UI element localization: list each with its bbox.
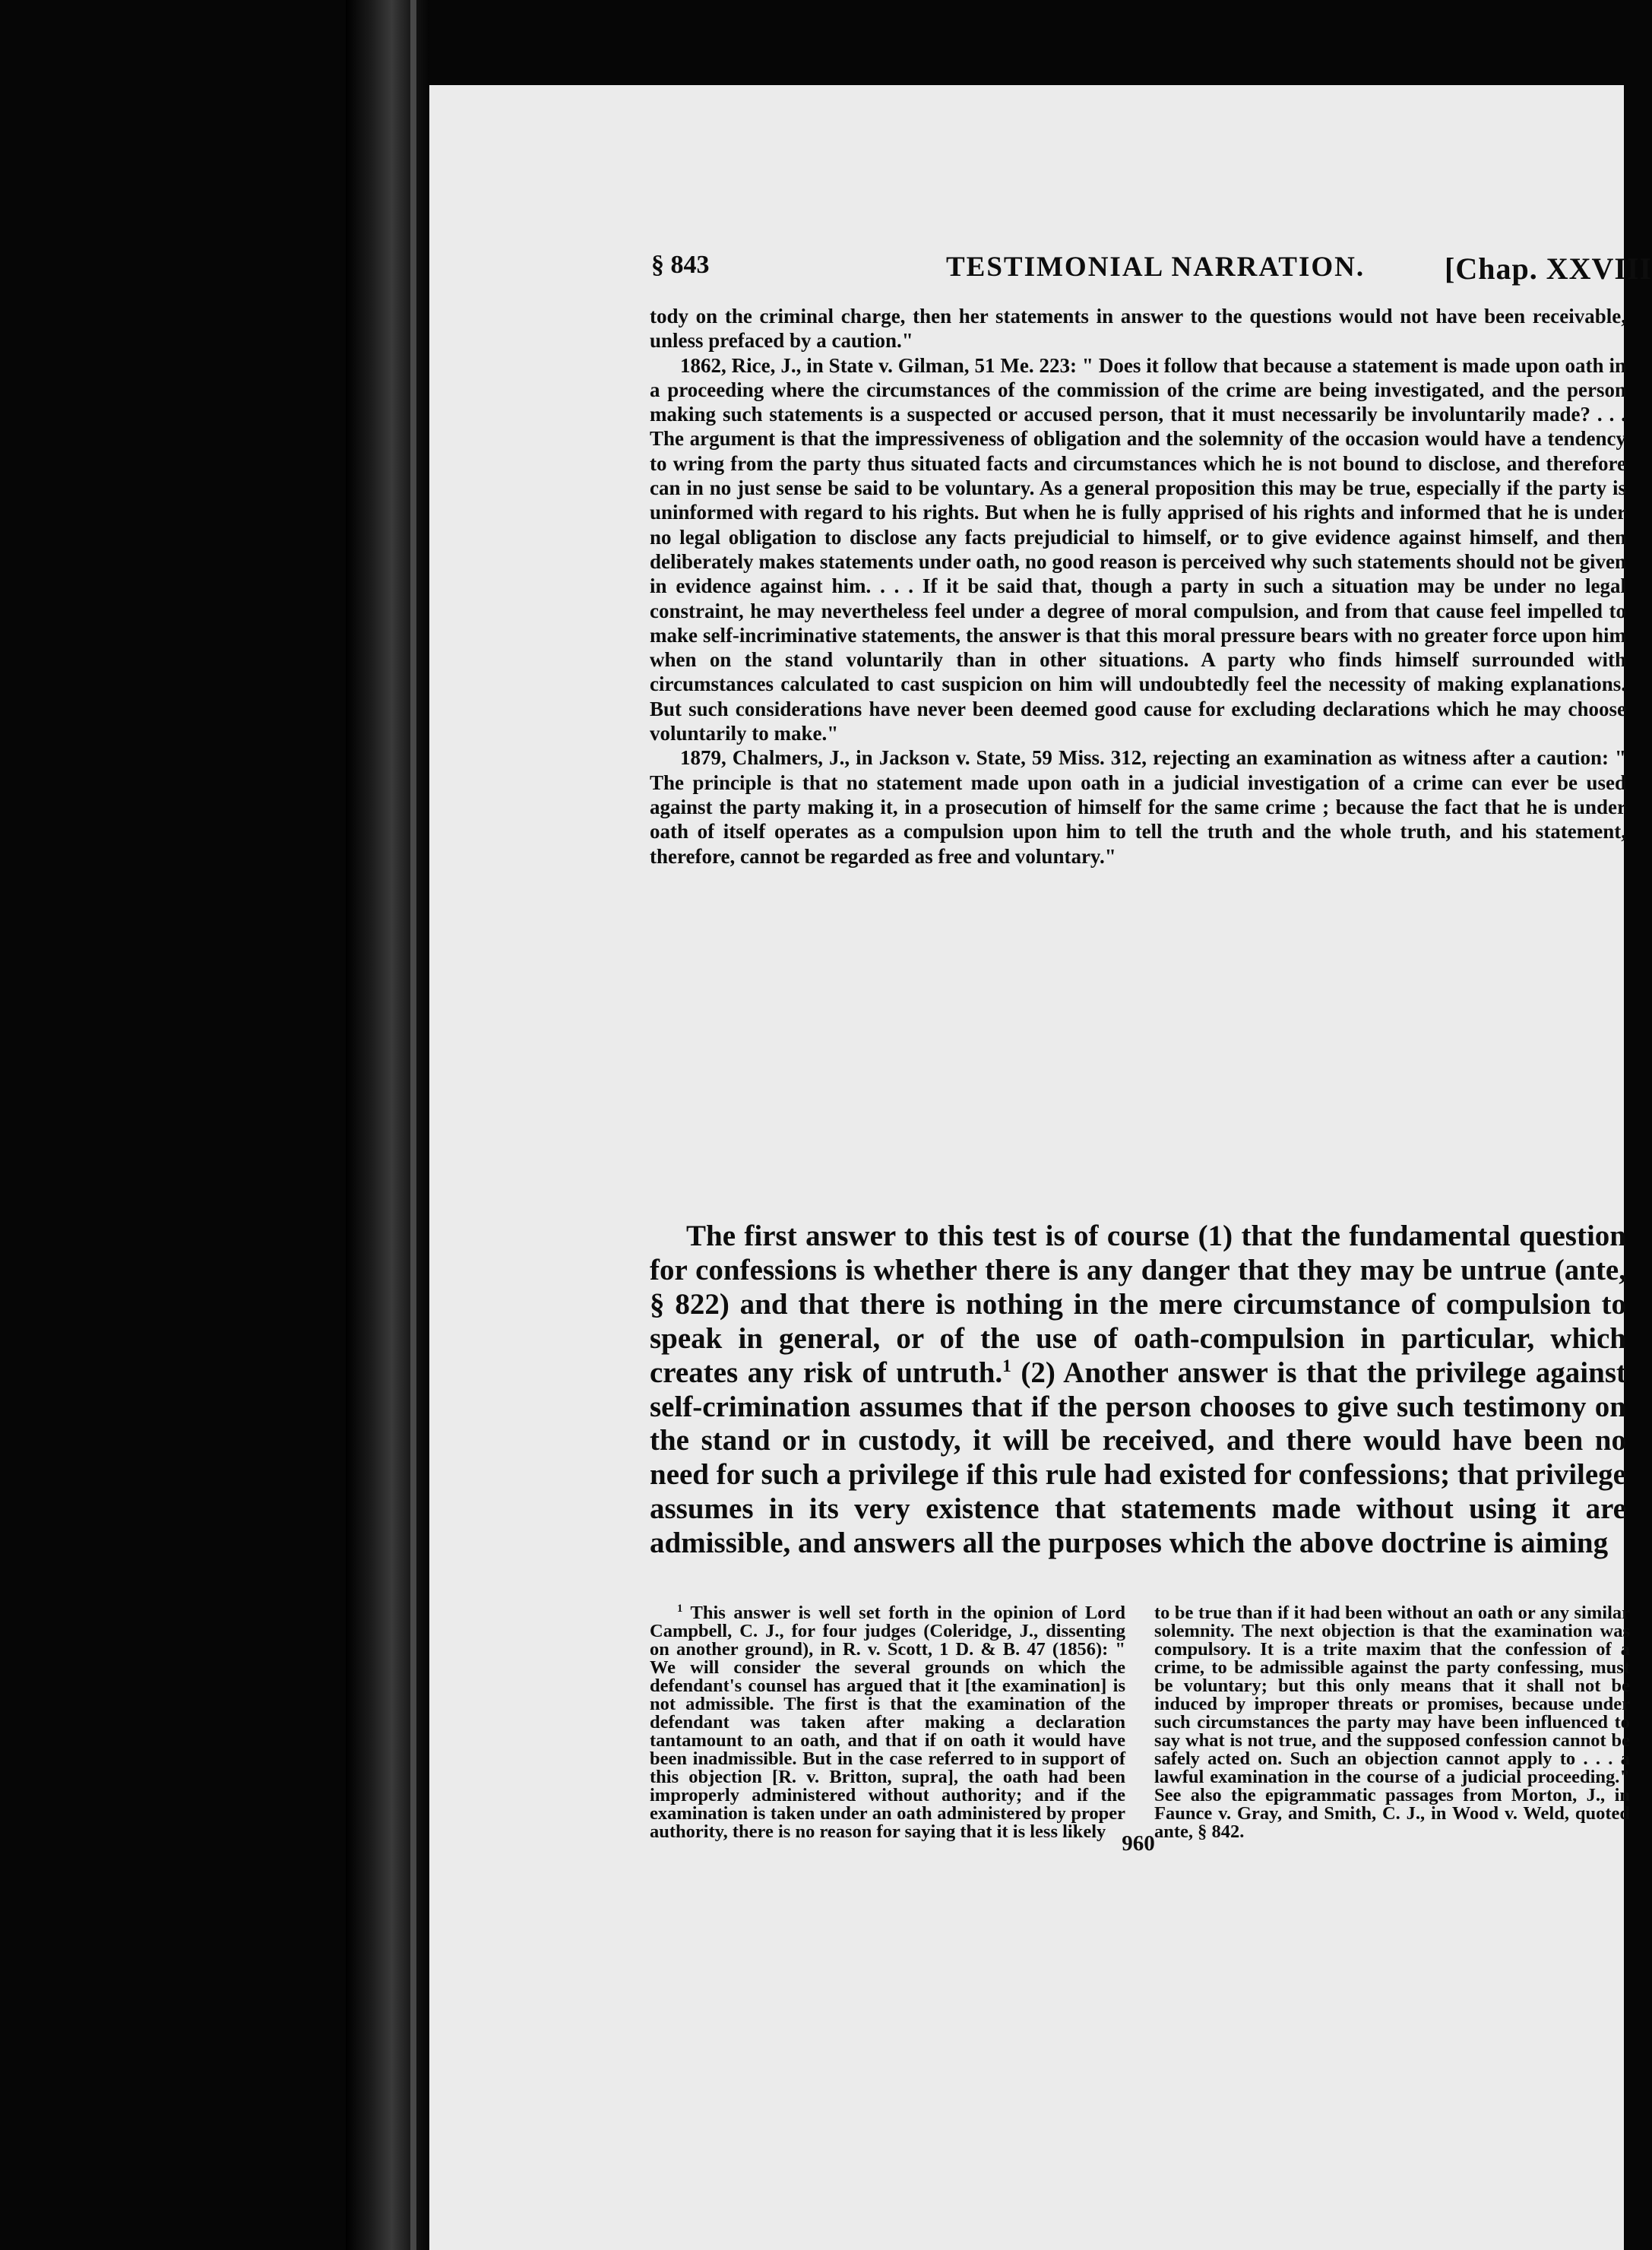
footnote-marker: 1 (677, 1602, 683, 1615)
footnote-column-right (1154, 1604, 1630, 1841)
footnote-paragraph (650, 1604, 1125, 1841)
footnotes (650, 1604, 1630, 1841)
main-text (650, 1220, 1626, 1561)
header-title: TESTIMONIAL NARRATION. (946, 252, 1366, 283)
footnote-text-right: to be true than if it had been without an oath or any similar solemnity. The next objection is that the examination was compulsory. It is a trite maxim that the confession of a crime, to be admissible against the party confessing, must be voluntary; but this only means that it shall not be induced by improper threats or promises, because under such circumstances the party may have been influenced to say what is not true, and the supposed confession cannot be safely acted on. Such an objection cannot apply to . . . a lawful examination in the course of a judicial proceeding." See also the epigrammatic passages from Morton, J., in Faunce v. Gray, and Smith, C. J., in Wood v. Weld, quoted ante, § 842. (1154, 1603, 1630, 1842)
header-section-number: § 843 (651, 251, 710, 279)
footnote-reference: 1 (1002, 1356, 1011, 1376)
main-text-part-1: The first answer to this test is of course (1) that the fundamental question for confessions is whether there is any danger that they may be untrue (ante, § 822) and that there is nothing in the mere circumstance of compulsion to speak in general, or of the use of oath-compulsion in particular, which creates any risk of untruth. (650, 1220, 1626, 1389)
page-number: 960 (1122, 1831, 1155, 1856)
quoted-extracts (650, 304, 1626, 869)
page-binding-shadow (346, 0, 429, 2250)
footnote-text-left: This answer is well set forth in the opinion of Lord Campbell, C. J., for four judges (Coleridge, J., dissenting on another ground), in R. v. Scott, 1 D. & B. 47 (1856): " We will consider the several grounds on which the defendant's counsel has argued that it [the examination] is not admissible. The first is that the examination of the defendant was taken after making a declaration tantamount to an oath, and that if on oath it would have been inadmissible. But in the case referred to in support of this objection [R. v. Britton, supra], the oath had been improperly administered without authority; and if the examination is taken under an oath administered by proper authority, there is no reason for saying that it is less likely (650, 1603, 1125, 1842)
page-binding-edge (410, 0, 416, 2250)
extract-paragraph: 1862, Rice, J., in State v. Gilman, 51 Me. 223: " Does it follow that because a statement is made upon oath in a proceeding where the circumstances of the commission of the crime are being investigated, and the person making such statements is a suspected or accused person, that it must necessarily be involuntarily made? . . . The argument is that the impressiveness of obligation and the solemnity of the occasion would have a tendency to wring from the party thus situated facts and circumstances which he is not bound to disclose, and therefore can in no just sense be said to be voluntary. As a general proposition this may be true, especially if the party is uninformed with regard to his rights. But when he is fully apprised of his rights and informed that he is under no legal obligation to disclose any facts prejudicial to himself, or to give evidence against himself, and then deliberately makes statements under oath, no good reason is perceived why such statements should not be given in evidence against him. . . . If it be said that, though a party in such a situation may be under no legal constraint, he may nevertheless feel under a degree of moral compulsion, and from that cause feel impelled to make self-incriminative statements, the answer is that this moral pressure bears with no greater force upon him when on the stand voluntarily than in other situations. A party who finds himself surrounded with circumstances calculated to cast suspicion on him will undoubtedly feel the necessity of making explanations. But such considerations have never been deemed good cause for excluding declarations which he may choose voluntarily to make." (650, 353, 1626, 745)
main-paragraph (650, 1220, 1626, 1561)
main-text-part-2: (2) Another answer is that the privilege against self-crimination assumes that if the person chooses to give such testimony on the stand or in custody, it will be received, and there would have been no need for such a privilege if this rule had existed for confessions; that privilege assumes in its very existence that statements made without using it are admissible, and answers all the purposes which the above doctrine is aiming (650, 1356, 1626, 1560)
header-chapter: [Chap. XXVIII (1445, 252, 1652, 286)
extract-paragraph: tody on the criminal charge, then her statements in answer to the questions would not have been receivable, unless prefaced by a caution." (650, 305, 1626, 353)
running-header (651, 251, 1652, 296)
extract-paragraph: 1879, Chalmers, J., in Jackson v. State, 59 Miss. 312, rejecting an examination as witness after a caution: " The principle is that no statement made upon oath in a judicial investigation of a crime can ever be used against the party making it, in a prosecution of himself for the same crime ; because the fact that he is under oath of itself operates as a compulsion upon him to tell the truth and the whole truth, and his statement, therefore, cannot be regarded as free and voluntary." (650, 746, 1626, 868)
book-page (429, 85, 1652, 2250)
footnote-column-left (650, 1604, 1125, 1841)
